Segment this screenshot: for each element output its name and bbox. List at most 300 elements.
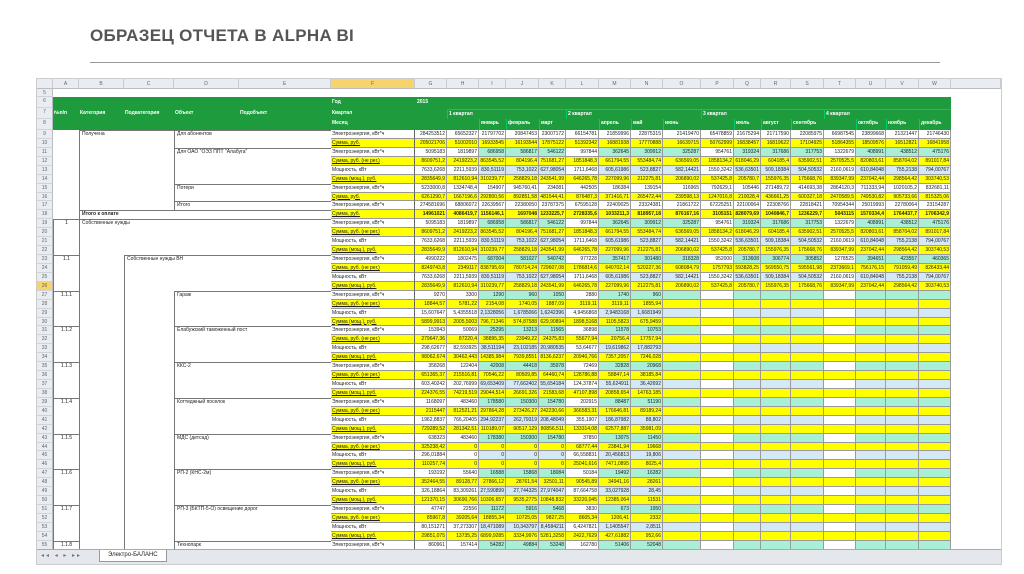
value-cell[interactable]: [701, 505, 734, 514]
value-cell[interactable]: 20847453: [506, 130, 539, 139]
column-header-U[interactable]: U: [856, 79, 886, 89]
value-cell[interactable]: 10725,05: [506, 514, 539, 523]
row-number[interactable]: 31: [37, 326, 53, 335]
value-cell[interactable]: [791, 362, 824, 371]
value-cell[interactable]: 1819897: [447, 219, 479, 228]
value-cell[interactable]: [701, 514, 734, 523]
value-cell[interactable]: 509,18384: [761, 237, 791, 246]
value-cell[interactable]: 475176: [919, 148, 951, 157]
value-cell[interactable]: 35978: [539, 362, 566, 371]
value-cell[interactable]: 44418: [506, 362, 539, 371]
value-cell[interactable]: 756176,15: [856, 264, 886, 273]
value-cell[interactable]: 618046,29: [735, 157, 759, 164]
value-cell[interactable]: 21583,68: [539, 389, 566, 398]
value-cell[interactable]: 394651: [856, 255, 886, 264]
value-cell[interactable]: [734, 434, 761, 443]
value-cell[interactable]: 355,1907: [566, 416, 599, 425]
row-number[interactable]: 33: [37, 344, 53, 353]
value-cell[interactable]: [734, 362, 761, 371]
value-cell[interactable]: 2211,5939: [447, 237, 479, 246]
value-cell[interactable]: 891017,84: [919, 157, 951, 166]
row-number[interactable]: 5: [37, 89, 53, 97]
value-cell[interactable]: 67595128: [566, 201, 599, 210]
row-number[interactable]: 12: [37, 157, 53, 166]
value-cell[interactable]: 537425,8: [701, 282, 734, 291]
value-cell[interactable]: 53248: [539, 541, 566, 550]
value-cell[interactable]: 582,14421: [663, 166, 701, 175]
value-cell[interactable]: [919, 434, 951, 443]
value-cell[interactable]: 586817: [506, 219, 539, 228]
value-cell[interactable]: 1855,94: [631, 300, 663, 309]
value-cell[interactable]: 154780: [539, 434, 566, 443]
value-cell[interactable]: [761, 487, 791, 496]
value-cell[interactable]: 51190: [631, 398, 663, 407]
value-cell[interactable]: [919, 514, 951, 523]
value-cell[interactable]: 82,593925: [447, 344, 479, 353]
value-cell[interactable]: [919, 344, 951, 353]
value-cell[interactable]: 954761: [701, 148, 734, 157]
value-cell[interactable]: 237042,44: [856, 282, 886, 291]
value-cell[interactable]: 812610,94: [447, 175, 479, 184]
value-cell[interactable]: 636569,05: [663, 157, 701, 166]
value-cell[interactable]: [663, 335, 701, 344]
value-cell[interactable]: [734, 416, 761, 425]
row-number[interactable]: 37: [37, 380, 53, 389]
value-cell[interactable]: 794,00767: [919, 166, 951, 175]
value-cell[interactable]: 952000: [701, 255, 734, 264]
value-cell[interactable]: [701, 478, 734, 487]
value-cell[interactable]: [824, 398, 856, 407]
value-cell[interactable]: 297864,28: [480, 407, 504, 414]
value-cell[interactable]: 509,18384: [761, 166, 791, 175]
value-cell[interactable]: [734, 407, 761, 416]
value-cell[interactable]: [919, 335, 951, 344]
value-cell[interactable]: 362645: [599, 148, 631, 157]
value-cell[interactable]: [856, 532, 886, 541]
value-cell[interactable]: 8249743,8: [415, 264, 447, 273]
value-cell[interactable]: 20,456813: [599, 451, 631, 460]
value-cell[interactable]: [791, 532, 824, 541]
row-number[interactable]: 29: [37, 309, 53, 318]
value-cell[interactable]: 820803,61: [856, 157, 886, 166]
value-cell[interactable]: 2570525,5: [824, 228, 856, 237]
value-cell[interactable]: 212275,81: [631, 246, 663, 255]
value-cell[interactable]: 66154781: [566, 130, 599, 139]
value-cell[interactable]: [663, 353, 701, 362]
value-cell[interactable]: 186384: [599, 184, 631, 193]
value-cell[interactable]: 175668,76: [791, 282, 824, 291]
value-cell[interactable]: 4990222: [415, 255, 447, 264]
value-cell[interactable]: 18844,57: [415, 300, 447, 309]
row-number[interactable]: 52: [37, 514, 53, 523]
row-number[interactable]: 41: [37, 416, 53, 425]
value-cell[interactable]: 22818421: [791, 201, 824, 210]
value-cell[interactable]: 90545,89: [566, 478, 599, 487]
value-cell[interactable]: 37850: [566, 434, 599, 443]
value-cell[interactable]: 202,76999: [447, 380, 479, 389]
value-cell[interactable]: [701, 425, 734, 434]
value-cell[interactable]: [663, 478, 701, 487]
value-cell[interactable]: 38895,35: [479, 335, 506, 344]
value-cell[interactable]: [886, 318, 919, 327]
value-cell[interactable]: [791, 505, 824, 514]
value-cell[interactable]: 16841958: [919, 139, 951, 148]
value-cell[interactable]: [761, 398, 791, 407]
value-cell[interactable]: [919, 300, 951, 309]
row-number[interactable]: 51: [37, 505, 53, 514]
column-header-J[interactable]: J: [506, 79, 539, 89]
value-cell[interactable]: 2160,0619: [824, 237, 856, 246]
value-cell[interactable]: 0: [539, 443, 566, 452]
value-cell[interactable]: 271489,72: [761, 184, 791, 193]
value-cell[interactable]: 80509,85: [506, 371, 539, 380]
value-cell[interactable]: 11172: [479, 505, 506, 514]
value-cell[interactable]: 234081: [539, 184, 566, 193]
value-cell[interactable]: 8025,4: [631, 460, 663, 469]
value-cell[interactable]: [886, 460, 919, 469]
row-number[interactable]: 44: [37, 443, 53, 452]
value-cell[interactable]: 72469: [566, 362, 599, 371]
value-cell[interactable]: 55,654184: [540, 381, 564, 388]
value-cell[interactable]: [791, 469, 824, 478]
value-cell[interactable]: [856, 326, 886, 335]
value-cell[interactable]: 960: [631, 291, 663, 300]
value-cell[interactable]: 25041,616: [566, 460, 599, 469]
value-cell[interactable]: 66987545: [824, 130, 856, 139]
value-cell[interactable]: 6899,9285: [480, 532, 504, 539]
value-cell[interactable]: 110257,74: [415, 460, 447, 469]
value-cell[interactable]: 804196,4: [506, 157, 539, 166]
value-cell[interactable]: [701, 407, 734, 416]
column-header-W[interactable]: W: [919, 79, 951, 89]
value-cell[interactable]: [701, 443, 734, 452]
value-cell[interactable]: [734, 451, 761, 460]
sheet-nav-arrows-icon[interactable]: ◂◂ ◂ ▸ ▸▸: [41, 553, 83, 559]
column-header-Q[interactable]: Q: [734, 79, 761, 89]
value-cell[interactable]: 828079,69: [735, 211, 759, 218]
value-cell[interactable]: 37,273307: [447, 523, 479, 532]
value-cell[interactable]: 298564,42: [886, 175, 919, 184]
value-cell[interactable]: 21717590: [761, 130, 791, 139]
value-cell[interactable]: [886, 380, 919, 389]
value-cell[interactable]: 139154: [631, 184, 663, 193]
value-cell[interactable]: 51392342: [566, 139, 599, 148]
value-cell[interactable]: 1334748,4: [447, 184, 479, 193]
value-cell[interactable]: 23324381: [631, 201, 663, 210]
value-cell[interactable]: [791, 300, 824, 309]
value-cell[interactable]: 0: [447, 460, 479, 469]
value-cell[interactable]: 582,14421: [663, 237, 701, 246]
column-header-B[interactable]: B: [79, 79, 124, 89]
value-cell[interactable]: 23007172: [539, 130, 566, 139]
value-cell[interactable]: [919, 478, 951, 487]
row-number[interactable]: 47: [37, 469, 53, 478]
value-cell[interactable]: 635902,51: [791, 157, 824, 166]
value-cell[interactable]: 876167,16: [663, 210, 701, 219]
value-cell[interactable]: 19,619862: [599, 344, 631, 353]
value-cell[interactable]: 310239,77: [480, 175, 504, 182]
row-number[interactable]: 16: [37, 193, 53, 202]
value-cell[interactable]: 128786,88: [566, 371, 599, 380]
value-cell[interactable]: [791, 398, 824, 407]
value-cell[interactable]: 2880: [566, 291, 599, 300]
value-cell[interactable]: [761, 434, 791, 443]
value-cell[interactable]: 319324: [734, 219, 761, 228]
value-cell[interactable]: 408991: [856, 219, 886, 228]
value-cell[interactable]: [824, 300, 856, 309]
value-cell[interactable]: 2470589,5: [824, 193, 856, 202]
value-cell[interactable]: 729607,08: [540, 264, 564, 271]
value-cell[interactable]: 279647,36: [415, 335, 447, 344]
value-cell[interactable]: 16588: [479, 469, 506, 478]
value-cell[interactable]: 977228: [566, 255, 599, 264]
value-cell[interactable]: [856, 353, 886, 362]
value-cell[interactable]: [886, 514, 919, 523]
row-number[interactable]: 11: [37, 148, 53, 157]
value-cell[interactable]: [761, 344, 791, 353]
value-cell[interactable]: 4,9456868: [566, 309, 599, 318]
row-number[interactable]: 24: [37, 264, 53, 273]
value-cell[interactable]: [701, 469, 734, 478]
value-cell[interactable]: 53,64677: [566, 344, 599, 353]
value-cell[interactable]: [886, 398, 919, 407]
value-cell[interactable]: 21419470: [663, 130, 701, 139]
value-cell[interactable]: 70546,22: [479, 371, 506, 380]
value-cell[interactable]: 227099,96: [599, 175, 631, 184]
value-cell[interactable]: 55677,94: [566, 335, 599, 344]
value-cell[interactable]: 673: [599, 505, 631, 514]
value-cell[interactable]: [791, 416, 824, 425]
value-cell[interactable]: [856, 389, 886, 398]
value-cell[interactable]: 751681,27: [540, 157, 564, 164]
value-cell[interactable]: 11578: [599, 326, 631, 335]
value-cell[interactable]: 581027: [506, 255, 539, 264]
value-cell[interactable]: 27,974047: [540, 488, 564, 495]
value-cell[interactable]: [791, 335, 824, 344]
value-cell[interactable]: 212275,81: [631, 175, 663, 184]
value-cell[interactable]: 546122: [539, 148, 566, 157]
value-cell[interactable]: 21797702: [479, 130, 506, 139]
value-cell[interactable]: 427,61882: [599, 532, 631, 541]
value-cell[interactable]: 17770888: [631, 139, 663, 148]
column-header-N[interactable]: N: [631, 79, 663, 89]
value-cell[interactable]: 21861722: [663, 201, 701, 210]
value-cell[interactable]: 273426,27: [506, 407, 539, 416]
value-cell[interactable]: 10753: [631, 326, 663, 335]
row-number[interactable]: 34: [37, 353, 53, 362]
value-cell[interactable]: [791, 478, 824, 487]
value-cell[interactable]: 7633,6268: [415, 273, 447, 282]
value-cell[interactable]: [856, 318, 886, 327]
value-cell[interactable]: 876487,3: [566, 193, 599, 202]
row-number[interactable]: 39: [37, 398, 53, 407]
value-cell[interactable]: 50184: [566, 469, 599, 478]
value-cell[interactable]: 1278525: [824, 255, 856, 264]
column-header-M[interactable]: M: [599, 79, 631, 89]
value-cell[interactable]: [791, 353, 824, 362]
value-cell[interactable]: [734, 344, 761, 353]
value-cell[interactable]: [663, 514, 701, 523]
value-cell[interactable]: 64460,74: [539, 371, 566, 380]
value-cell[interactable]: 11531: [631, 496, 663, 505]
value-cell[interactable]: [734, 309, 761, 318]
value-cell[interactable]: [824, 487, 856, 496]
value-cell[interactable]: 0: [506, 451, 539, 460]
value-cell[interactable]: 891017,84: [919, 228, 951, 237]
value-cell[interactable]: [886, 469, 919, 478]
value-cell[interactable]: 5468: [539, 505, 566, 514]
value-cell[interactable]: 812521,21: [447, 407, 479, 416]
value-cell[interactable]: 830,51119: [479, 166, 506, 175]
value-cell[interactable]: [761, 514, 791, 523]
value-cell[interactable]: [701, 300, 734, 309]
value-cell[interactable]: 21746430: [919, 130, 951, 139]
value-cell[interactable]: [886, 478, 919, 487]
value-cell[interactable]: 32501,11: [539, 478, 566, 487]
value-cell[interactable]: 7633,6268: [415, 237, 447, 246]
value-cell[interactable]: 826433,44: [919, 264, 951, 273]
column-header-O[interactable]: O: [663, 79, 701, 89]
value-cell[interactable]: [919, 451, 951, 460]
value-cell[interactable]: 523,8827: [631, 166, 663, 175]
value-cell[interactable]: [663, 505, 701, 514]
value-cell[interactable]: 3830: [566, 505, 599, 514]
value-cell[interactable]: [791, 451, 824, 460]
value-cell[interactable]: 675,9459: [631, 318, 663, 327]
value-cell[interactable]: 325287: [663, 219, 701, 228]
value-cell[interactable]: [761, 407, 791, 416]
value-cell[interactable]: [856, 398, 886, 407]
value-cell[interactable]: 67225251: [701, 201, 734, 210]
value-cell[interactable]: 27,744325: [506, 487, 539, 496]
value-cell[interactable]: 729289,52: [415, 425, 447, 434]
value-cell[interactable]: 945760,41: [506, 184, 539, 193]
value-cell[interactable]: [734, 318, 761, 327]
value-cell[interactable]: 36,42692: [631, 380, 663, 389]
value-cell[interactable]: 553484,74: [631, 157, 663, 166]
value-cell[interactable]: [856, 514, 886, 523]
value-cell[interactable]: 20968: [631, 362, 663, 371]
value-cell[interactable]: 438512: [886, 219, 919, 228]
value-cell[interactable]: 8136,6237: [540, 354, 564, 361]
value-cell[interactable]: 237042,44: [856, 246, 886, 255]
value-cell[interactable]: 47107,898: [566, 389, 599, 398]
value-cell[interactable]: 68777,44: [566, 443, 599, 452]
value-cell[interactable]: 755,2138: [886, 237, 919, 246]
value-cell[interactable]: [761, 478, 791, 487]
value-cell[interactable]: 205780,7: [734, 175, 761, 184]
value-cell[interactable]: 792629,1: [701, 184, 734, 193]
value-cell[interactable]: 9270: [415, 291, 447, 300]
row-number[interactable]: 36: [37, 371, 53, 380]
row-number[interactable]: 38: [37, 389, 53, 398]
value-cell[interactable]: [886, 291, 919, 300]
value-cell[interactable]: 54282: [479, 541, 506, 550]
value-cell[interactable]: 206890,02: [663, 246, 701, 255]
row-number[interactable]: 43: [37, 434, 53, 443]
value-cell[interactable]: 34941,16: [599, 478, 631, 487]
value-cell[interactable]: [886, 496, 919, 505]
value-cell[interactable]: 77,662402: [506, 380, 539, 389]
value-cell[interactable]: 206890,02: [663, 282, 701, 291]
value-cell[interactable]: [663, 389, 701, 398]
value-cell[interactable]: [856, 335, 886, 344]
value-cell[interactable]: [663, 434, 701, 443]
value-cell[interactable]: [886, 300, 919, 309]
value-cell[interactable]: [791, 487, 824, 496]
value-cell[interactable]: [856, 460, 886, 469]
value-cell[interactable]: [919, 398, 951, 407]
value-cell[interactable]: 16933545: [479, 139, 506, 148]
value-cell[interactable]: [663, 300, 701, 309]
column-header-L[interactable]: L: [566, 79, 599, 89]
value-cell[interactable]: [734, 443, 761, 452]
value-cell[interactable]: 1711,6468: [566, 237, 599, 246]
value-cell[interactable]: 952,66: [631, 532, 663, 541]
value-cell[interactable]: [701, 451, 734, 460]
value-cell[interactable]: [663, 451, 701, 460]
value-cell[interactable]: [791, 434, 824, 443]
value-cell[interactable]: [824, 335, 856, 344]
value-cell[interactable]: 537425,8: [701, 175, 734, 184]
value-cell[interactable]: 603,40242: [415, 380, 447, 389]
value-cell[interactable]: 408991: [856, 148, 886, 157]
value-cell[interactable]: 17104925: [791, 139, 824, 148]
value-cell[interactable]: 306774: [761, 255, 791, 264]
value-cell[interactable]: 42008: [479, 362, 506, 371]
value-cell[interactable]: 1550,3242: [701, 237, 734, 246]
value-cell[interactable]: 2154,08: [479, 300, 506, 309]
value-cell[interactable]: 88487: [599, 398, 631, 407]
value-cell[interactable]: [701, 416, 734, 425]
value-cell[interactable]: [734, 514, 761, 523]
value-cell[interactable]: [761, 460, 791, 469]
row-number[interactable]: 22: [37, 246, 53, 255]
value-cell[interactable]: 9827,25: [539, 514, 566, 523]
value-cell[interactable]: 1711,6468: [566, 166, 599, 175]
value-cell[interactable]: 35981,09: [631, 425, 663, 434]
value-cell[interactable]: 1105,5823: [599, 318, 631, 327]
value-cell[interactable]: 838795,69: [480, 264, 504, 271]
value-cell[interactable]: 208,48049: [540, 416, 564, 423]
value-cell[interactable]: [824, 407, 856, 416]
value-cell[interactable]: 818957,18: [631, 210, 663, 219]
value-cell[interactable]: 796,71346: [480, 318, 504, 325]
value-cell[interactable]: 12385,064: [599, 496, 631, 505]
value-cell[interactable]: 265472,44: [631, 193, 663, 202]
value-cell[interactable]: 11565: [539, 326, 566, 335]
value-cell[interactable]: [761, 371, 791, 380]
column-header-F[interactable]: F: [331, 79, 415, 89]
value-cell[interactable]: 755,2138: [886, 166, 919, 175]
row-number[interactable]: 10: [37, 139, 53, 148]
spreadsheet[interactable]: [36, 78, 1002, 565]
row-number[interactable]: 55: [37, 541, 53, 550]
value-cell[interactable]: [824, 362, 856, 371]
value-cell[interactable]: [824, 443, 856, 452]
value-cell[interactable]: 604185,4: [761, 157, 791, 166]
value-cell[interactable]: 80856,511: [540, 425, 564, 432]
value-cell[interactable]: 766,20405: [447, 416, 479, 425]
value-cell[interactable]: 24375,83: [539, 335, 566, 344]
value-cell[interactable]: 7471,0895: [599, 460, 631, 469]
value-cell[interactable]: 296,01884: [415, 451, 447, 460]
value-cell[interactable]: [886, 416, 919, 425]
value-cell[interactable]: [886, 523, 919, 532]
value-cell[interactable]: 605,61986: [599, 273, 631, 282]
value-cell[interactable]: 16512821: [886, 139, 919, 148]
value-cell[interactable]: [824, 291, 856, 300]
